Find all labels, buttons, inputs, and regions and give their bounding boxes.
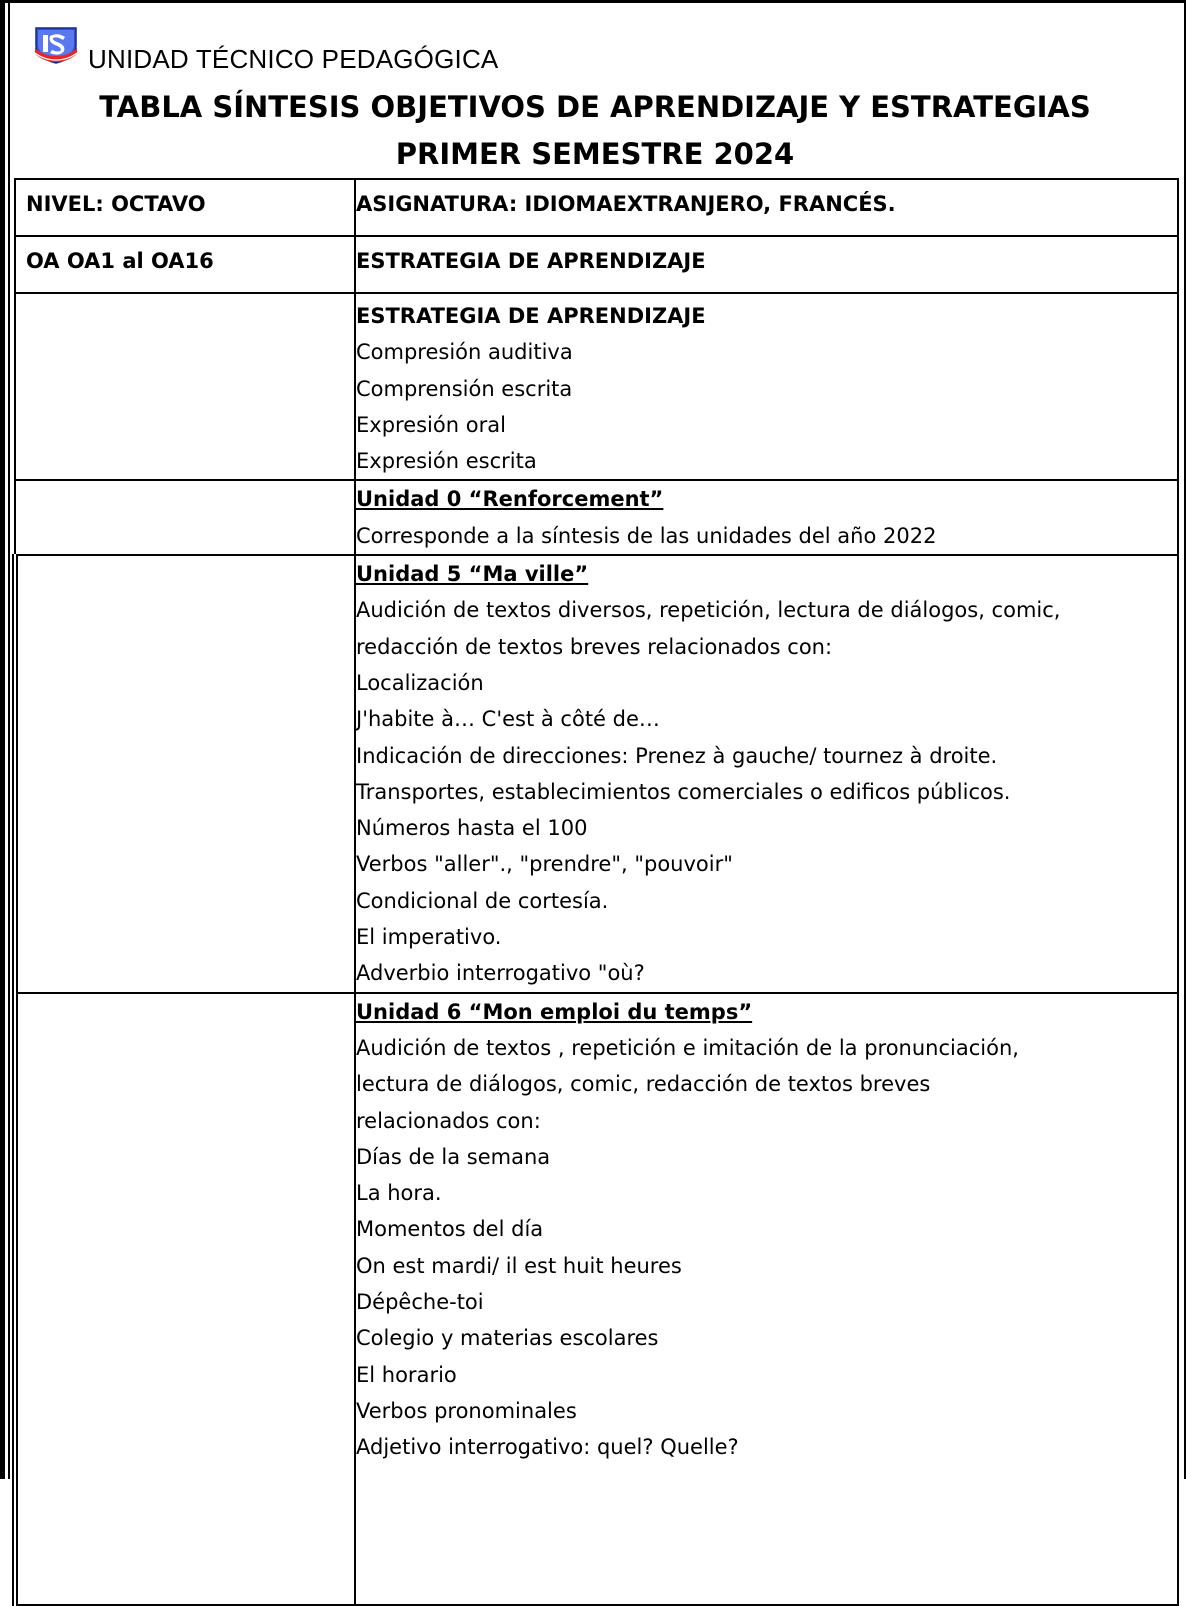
document-subtitle: PRIMER SEMESTRE 2024 — [395, 137, 795, 171]
unit0-line: Corresponde a la síntesis de las unidades del año 2022 — [356, 523, 937, 548]
table-row-strategy — [15, 293, 1178, 480]
unit5-line: Indicación de direcciones: Prenez à gauche/ tournez à droite. — [356, 743, 998, 768]
table-row-unit5 — [15, 555, 1178, 993]
unit5-line: Audición de textos diversos, repetición, lectura de diálogos, comic, — [356, 598, 1061, 623]
unit5-line: Condicional de cortesía. — [356, 888, 609, 913]
frame-left-inner-border — [8, 0, 10, 1479]
unit5-line: Localización — [356, 670, 484, 695]
document-title: TABLA SÍNTESIS OBJETIVOS DE APRENDIZAJE Y ESTRATEGIAS — [99, 90, 1091, 124]
unit5-line: Transportes, establecimientos comerciales o edificos públicos. — [356, 779, 1011, 804]
subject-cell — [355, 179, 1178, 236]
subject-label: ASIGNATURA: IDIOMAEXTRANJERO, FRANCÉS. — [356, 192, 896, 216]
unit5-line: Números hasta el 100 — [356, 816, 588, 841]
unit6-line: La hora. — [356, 1181, 442, 1206]
strategy-header-label: ESTRATEGIA DE APRENDIZAJE — [356, 249, 706, 273]
unit6-heading: Unidad 6 “Mon emploi du temps” — [356, 999, 753, 1024]
unit6-line: Momentos del día — [356, 1217, 544, 1242]
strategy-header-cell — [355, 236, 1178, 293]
unit6-line: Días de la semana — [356, 1144, 551, 1169]
unit0-left-cell — [15, 480, 355, 555]
unit6-line: Colegio y materias escolares — [356, 1326, 659, 1351]
document-header — [30, 20, 1160, 170]
school-crest-icon — [32, 26, 80, 64]
frame-left-border — [0, 0, 5, 1479]
table-row-unit0 — [15, 480, 1178, 555]
level-cell — [15, 179, 355, 236]
unit6-line: Adjetivo interrogativo: quel? Quelle? — [356, 1435, 739, 1460]
unit0-heading: Unidad 0 “Renforcement” — [356, 487, 664, 512]
oa-label: OA OA1 al OA16 — [26, 249, 214, 273]
unit6-line: El horario — [356, 1362, 457, 1387]
unit5-left-cell — [15, 555, 355, 993]
unit5-line: J'habite à… C'est à côté de… — [356, 707, 660, 732]
frame-top-border — [0, 0, 1186, 3]
strategy-item: Expresión oral — [356, 412, 506, 437]
unit6-line: lectura de diálogos, comic, redacción de textos breves — [356, 1072, 931, 1097]
level-label: NIVEL: OCTAVO — [26, 192, 206, 216]
unit5-line: Adverbio interrogativo "où? — [356, 961, 645, 986]
unit6-left-cell — [15, 993, 355, 1605]
strategy-heading: ESTRATEGIA DE APRENDIZAJE — [356, 304, 706, 328]
unit5-cell — [355, 555, 1178, 993]
unit6-line: relacionados con: — [356, 1108, 541, 1133]
unit5-heading: Unidad 5 “Ma ville” — [356, 562, 589, 587]
synthesis-table — [12, 178, 1179, 1606]
unit0-cell — [355, 480, 1178, 555]
unit6-line: Audición de textos , repetición e imitación de la pronunciación, — [356, 1035, 1019, 1060]
oa-cell — [15, 236, 355, 293]
unit6-line: Dépêche-toi — [356, 1290, 484, 1315]
unit-label: UNIDAD TÉCNICO PEDAGÓGICA — [88, 44, 499, 74]
unit5-line: El imperativo. — [356, 925, 502, 950]
unit6-cell — [355, 993, 1178, 1605]
strategy-left-cell — [15, 293, 355, 480]
table-row-oa — [15, 236, 1178, 293]
table-row-level — [15, 179, 1178, 236]
table-row-unit6 — [15, 993, 1178, 1605]
unit5-line: redacción de textos breves relacionados con: — [356, 634, 833, 659]
strategy-item: Comprensión escrita — [356, 376, 573, 401]
unit6-line: Verbos pronominales — [356, 1398, 577, 1423]
unit6-line: On est mardi/ il est huit heures — [356, 1253, 682, 1278]
strategy-cell — [355, 293, 1178, 480]
unit5-line: Verbos "aller"., "prendre", "pouvoir" — [356, 852, 733, 877]
strategy-item: Compresión auditiva — [356, 340, 573, 365]
strategy-item: Expresión escrita — [356, 449, 537, 474]
